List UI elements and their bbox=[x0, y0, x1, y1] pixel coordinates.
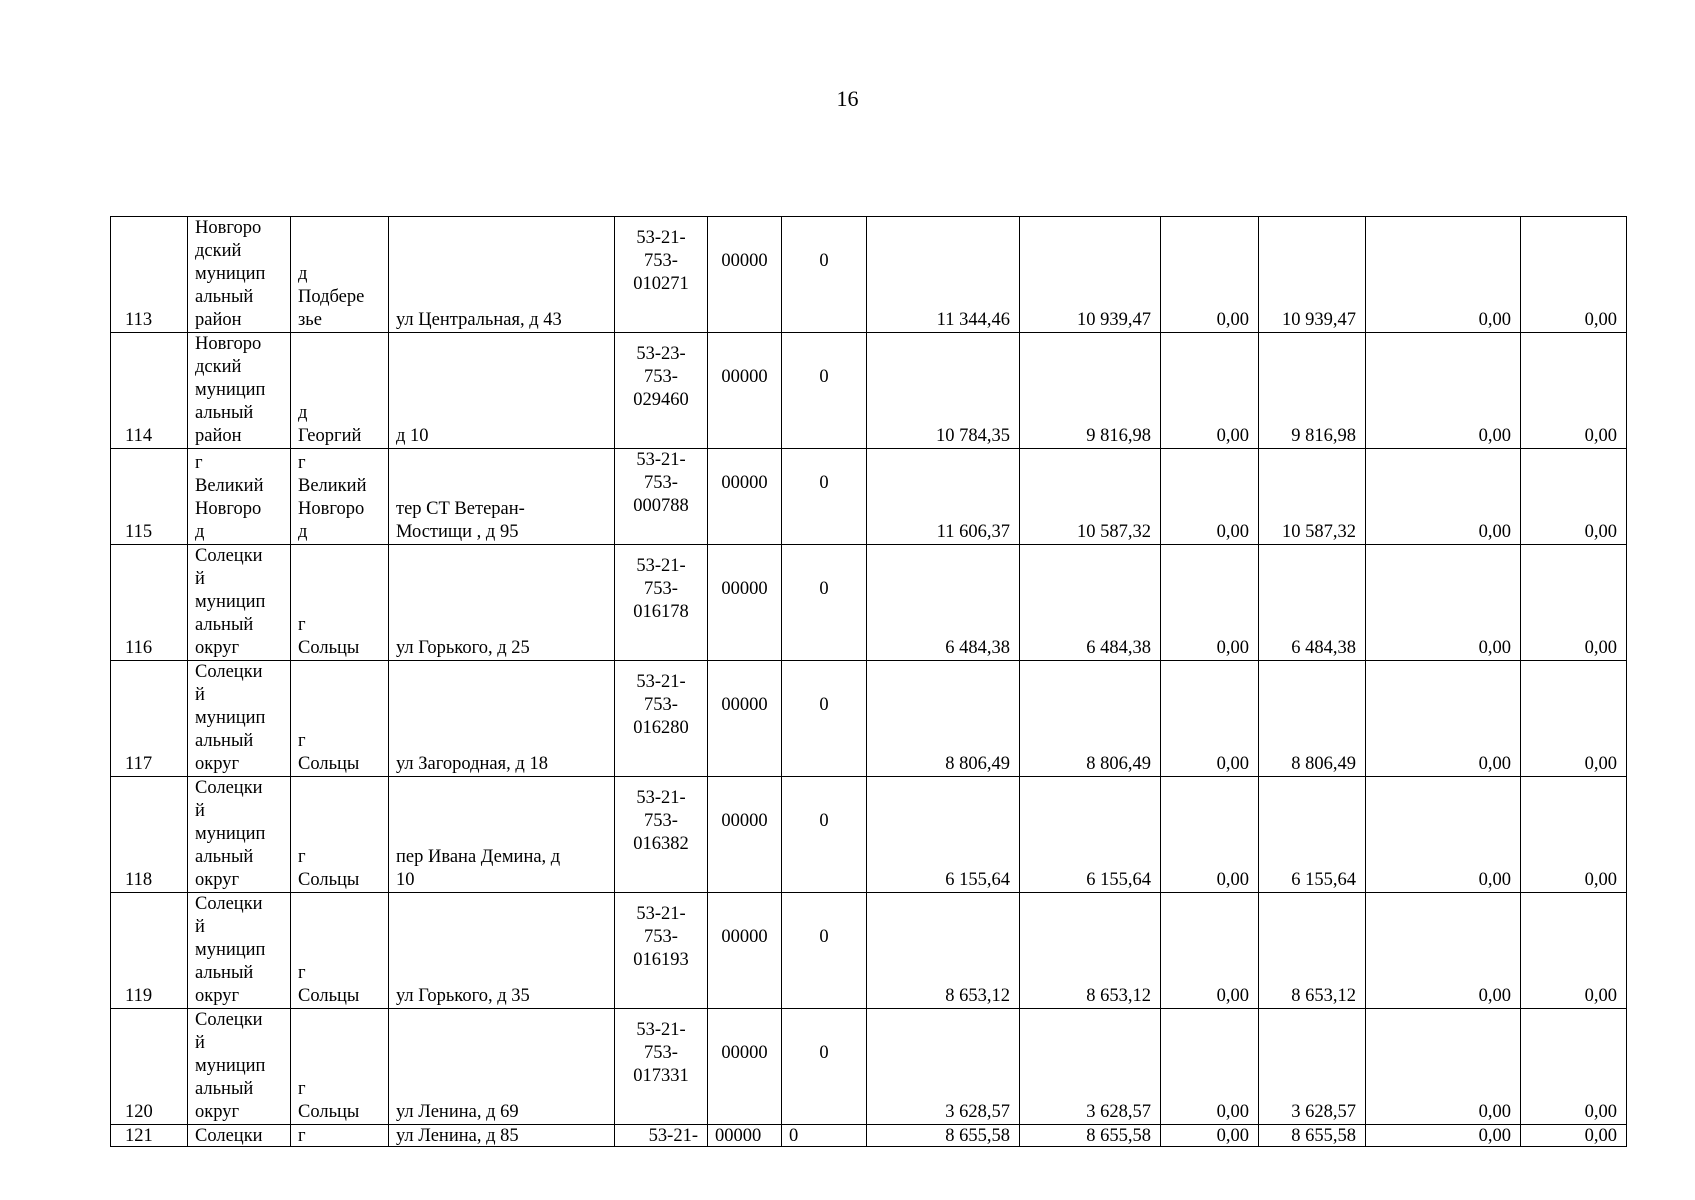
district-cell: г Великий Новгоро д bbox=[188, 449, 291, 545]
code-1-cell: 00000 bbox=[708, 1009, 782, 1125]
address-cell: пер Ивана Демина, д 10 bbox=[389, 777, 615, 893]
row-number: 119 bbox=[111, 893, 188, 1009]
table-row bbox=[111, 1009, 1627, 1125]
code-1-cell: 00000 bbox=[708, 1125, 782, 1147]
value-1-cell: 8 655,58 bbox=[867, 1125, 1020, 1147]
table-row bbox=[111, 777, 1627, 893]
code-2-cell: 0 bbox=[782, 449, 867, 545]
table-row bbox=[111, 893, 1627, 1009]
district-cell: Новгоро дский муницип альный район bbox=[188, 217, 291, 333]
value-2-cell: 3 628,57 bbox=[1020, 1009, 1161, 1125]
value-3-cell: 0,00 bbox=[1161, 545, 1259, 661]
district-cell: Солецки й муницип альный округ bbox=[188, 777, 291, 893]
value-1-cell: 10 784,35 bbox=[867, 333, 1020, 449]
code-2-cell: 0 bbox=[782, 1125, 867, 1147]
district-cell: Солецки й муницип альный округ bbox=[188, 893, 291, 1009]
row-number: 121 bbox=[111, 1125, 188, 1147]
code-1-cell: 00000 bbox=[708, 893, 782, 1009]
settlement-cell: г Сольцы bbox=[291, 777, 389, 893]
settlement-cell: г Сольцы bbox=[291, 893, 389, 1009]
address-cell: д 10 bbox=[389, 333, 615, 449]
data-table bbox=[110, 216, 1627, 1147]
value-4-cell: 6 484,38 bbox=[1259, 545, 1366, 661]
district-cell: Новгоро дский муницип альный район bbox=[188, 333, 291, 449]
address-cell: ул Ленина, д 69 bbox=[389, 1009, 615, 1125]
code-2-cell: 0 bbox=[782, 1009, 867, 1125]
value-2-cell: 8 806,49 bbox=[1020, 661, 1161, 777]
code-2-cell: 0 bbox=[782, 217, 867, 333]
settlement-cell: г Сольцы bbox=[291, 661, 389, 777]
value-3-cell: 0,00 bbox=[1161, 1009, 1259, 1125]
cadastral-code-cell: 53-21- 753- 016280 bbox=[615, 661, 708, 777]
code-1-cell: 00000 bbox=[708, 661, 782, 777]
value-5-cell: 0,00 bbox=[1366, 777, 1521, 893]
value-1-cell: 3 628,57 bbox=[867, 1009, 1020, 1125]
value-1-cell: 8 806,49 bbox=[867, 661, 1020, 777]
value-5-cell: 0,00 bbox=[1366, 1125, 1521, 1147]
code-1-cell: 00000 bbox=[708, 777, 782, 893]
table-row bbox=[111, 333, 1627, 449]
settlement-cell: д Георгий bbox=[291, 333, 389, 449]
settlement-cell: г Великий Новгоро д bbox=[291, 449, 389, 545]
row-number: 118 bbox=[111, 777, 188, 893]
value-1-cell: 11 344,46 bbox=[867, 217, 1020, 333]
value-2-cell: 10 587,32 bbox=[1020, 449, 1161, 545]
code-2-cell: 0 bbox=[782, 777, 867, 893]
row-number: 116 bbox=[111, 545, 188, 661]
value-2-cell: 6 155,64 bbox=[1020, 777, 1161, 893]
value-4-cell: 3 628,57 bbox=[1259, 1009, 1366, 1125]
value-6-cell: 0,00 bbox=[1521, 217, 1627, 333]
row-number: 115 bbox=[111, 449, 188, 545]
table-row bbox=[111, 1125, 1627, 1147]
address-cell: ул Центральная, д 43 bbox=[389, 217, 615, 333]
table-row bbox=[111, 545, 1627, 661]
value-5-cell: 0,00 bbox=[1366, 1009, 1521, 1125]
value-1-cell: 11 606,37 bbox=[867, 449, 1020, 545]
value-4-cell: 8 653,12 bbox=[1259, 893, 1366, 1009]
value-6-cell: 0,00 bbox=[1521, 893, 1627, 1009]
value-2-cell: 8 655,58 bbox=[1020, 1125, 1161, 1147]
value-3-cell: 0,00 bbox=[1161, 1125, 1259, 1147]
settlement-cell: г bbox=[291, 1125, 389, 1147]
code-2-cell: 0 bbox=[782, 893, 867, 1009]
table-row bbox=[111, 449, 1627, 545]
address-cell: ул Ленина, д 85 bbox=[389, 1125, 615, 1147]
value-6-cell: 0,00 bbox=[1521, 1125, 1627, 1147]
value-1-cell: 6 484,38 bbox=[867, 545, 1020, 661]
value-6-cell: 0,00 bbox=[1521, 449, 1627, 545]
cadastral-code-cell: 53-21- 753- 016382 bbox=[615, 777, 708, 893]
value-5-cell: 0,00 bbox=[1366, 333, 1521, 449]
code-2-cell: 0 bbox=[782, 333, 867, 449]
value-5-cell: 0,00 bbox=[1366, 217, 1521, 333]
value-1-cell: 6 155,64 bbox=[867, 777, 1020, 893]
value-5-cell: 0,00 bbox=[1366, 893, 1521, 1009]
value-4-cell: 8 655,58 bbox=[1259, 1125, 1366, 1147]
value-3-cell: 0,00 bbox=[1161, 217, 1259, 333]
code-1-cell: 00000 bbox=[708, 217, 782, 333]
value-5-cell: 0,00 bbox=[1366, 449, 1521, 545]
cadastral-code-cell: 53-21- bbox=[615, 1125, 708, 1147]
value-4-cell: 10 939,47 bbox=[1259, 217, 1366, 333]
value-4-cell: 6 155,64 bbox=[1259, 777, 1366, 893]
cadastral-code-cell: 53-23- 753- 029460 bbox=[615, 333, 708, 449]
page-number: 16 bbox=[836, 86, 859, 111]
row-number: 117 bbox=[111, 661, 188, 777]
code-1-cell: 00000 bbox=[708, 545, 782, 661]
value-4-cell: 9 816,98 bbox=[1259, 333, 1366, 449]
value-6-cell: 0,00 bbox=[1521, 1009, 1627, 1125]
code-1-cell: 00000 bbox=[708, 333, 782, 449]
value-6-cell: 0,00 bbox=[1521, 333, 1627, 449]
district-cell: Солецки й муницип альный округ bbox=[188, 1009, 291, 1125]
value-3-cell: 0,00 bbox=[1161, 333, 1259, 449]
address-cell: ул Горького, д 25 bbox=[389, 545, 615, 661]
value-2-cell: 8 653,12 bbox=[1020, 893, 1161, 1009]
row-number: 120 bbox=[111, 1009, 188, 1125]
settlement-cell: д Подбере зье bbox=[291, 217, 389, 333]
code-2-cell: 0 bbox=[782, 545, 867, 661]
code-2-cell: 0 bbox=[782, 661, 867, 777]
value-3-cell: 0,00 bbox=[1161, 893, 1259, 1009]
settlement-cell: г Сольцы bbox=[291, 545, 389, 661]
value-6-cell: 0,00 bbox=[1521, 661, 1627, 777]
value-3-cell: 0,00 bbox=[1161, 661, 1259, 777]
value-5-cell: 0,00 bbox=[1366, 545, 1521, 661]
value-6-cell: 0,00 bbox=[1521, 777, 1627, 893]
value-4-cell: 10 587,32 bbox=[1259, 449, 1366, 545]
cadastral-code-cell: 53-21- 753- 010271 bbox=[615, 217, 708, 333]
table-row bbox=[111, 217, 1627, 333]
value-1-cell: 8 653,12 bbox=[867, 893, 1020, 1009]
row-number: 113 bbox=[111, 217, 188, 333]
address-cell: ул Горького, д 35 bbox=[389, 893, 615, 1009]
cadastral-code-cell: 53-21- 753- 000788 bbox=[615, 449, 708, 545]
value-6-cell: 0,00 bbox=[1521, 545, 1627, 661]
district-cell: Солецки й муницип альный округ bbox=[188, 545, 291, 661]
cadastral-code-cell: 53-21- 753- 016178 bbox=[615, 545, 708, 661]
address-cell: ул Загородная, д 18 bbox=[389, 661, 615, 777]
address-cell: тер СТ Ветеран- Мостищи , д 95 bbox=[389, 449, 615, 545]
cadastral-code-cell: 53-21- 753- 017331 bbox=[615, 1009, 708, 1125]
value-4-cell: 8 806,49 bbox=[1259, 661, 1366, 777]
value-3-cell: 0,00 bbox=[1161, 777, 1259, 893]
row-number: 114 bbox=[111, 333, 188, 449]
table-row bbox=[111, 661, 1627, 777]
code-1-cell: 00000 bbox=[708, 449, 782, 545]
settlement-cell: г Сольцы bbox=[291, 1009, 389, 1125]
value-2-cell: 10 939,47 bbox=[1020, 217, 1161, 333]
district-cell: Солецки й муницип альный округ bbox=[188, 661, 291, 777]
value-2-cell: 9 816,98 bbox=[1020, 333, 1161, 449]
cadastral-code-cell: 53-21- 753- 016193 bbox=[615, 893, 708, 1009]
value-5-cell: 0,00 bbox=[1366, 661, 1521, 777]
district-cell: Солецки bbox=[188, 1125, 291, 1147]
value-3-cell: 0,00 bbox=[1161, 449, 1259, 545]
value-2-cell: 6 484,38 bbox=[1020, 545, 1161, 661]
